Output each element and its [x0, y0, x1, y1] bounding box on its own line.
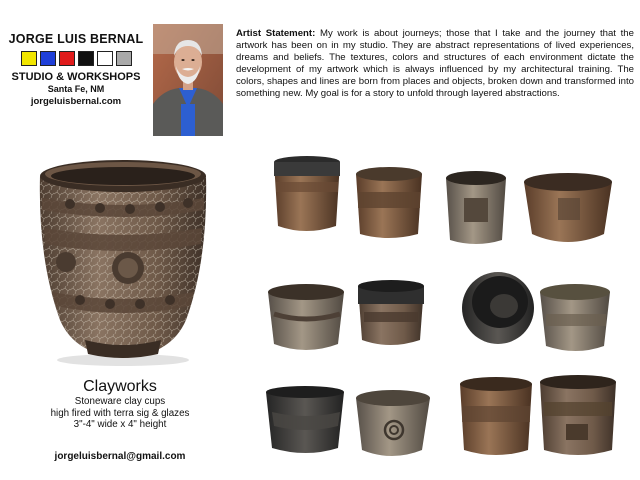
statement-label: Artist Statement:: [236, 28, 316, 39]
caption-line-3: 3"-4" wide x 4" height: [73, 419, 167, 430]
swatch-blue: [40, 51, 56, 66]
caption-line-1: Stoneware clay cups: [74, 396, 166, 407]
cup-pair-photo-5: [262, 382, 434, 462]
caption-block: [20, 378, 220, 431]
city-label: Santa Fe, NM: [47, 84, 105, 94]
featured-cup-image: [30, 150, 216, 370]
artist-header: [4, 32, 148, 107]
cup-pair-photo-4: [458, 264, 618, 360]
studio-label: STUDIO & WORKSHOPS: [11, 71, 141, 83]
color-swatches: [4, 51, 148, 66]
swatch-gray: [116, 51, 132, 66]
email-link[interactable]: jorgeluisbernal@gmail.com: [54, 451, 186, 462]
statement-text: My work is about journeys; those that I take and the journey that the artwork has been on in my studio. They are abstract representations of lived experiences, dreams and beliefs. The textures, colors and structures of each environment dictate the development of my artwork which is always influenced by my architectural training. The colors, shapes and lines are born from places and objects, broken down and transformed into something new. My goal is for a story to unfold through layered abstractions.: [236, 28, 634, 99]
artist-statement: [236, 28, 634, 100]
swatch-red: [59, 51, 75, 66]
swatch-black: [78, 51, 94, 66]
cup-pair-photo-6: [456, 372, 620, 462]
swatch-white: [97, 51, 113, 66]
caption-line-2: high fired with terra sig & glazes: [50, 407, 190, 419]
website-link[interactable]: jorgeluisbernal.com: [30, 96, 122, 107]
caption-title: Clayworks: [83, 378, 157, 395]
cup-pair-photo-1: [266, 152, 430, 244]
artist-name: JORGE LUIS BERNAL: [8, 32, 144, 46]
swatch-yellow: [21, 51, 37, 66]
cup-pair-photo-3: [264, 270, 430, 356]
cup-pair-photo-2: [440, 168, 620, 252]
artist-portrait: [153, 24, 223, 136]
